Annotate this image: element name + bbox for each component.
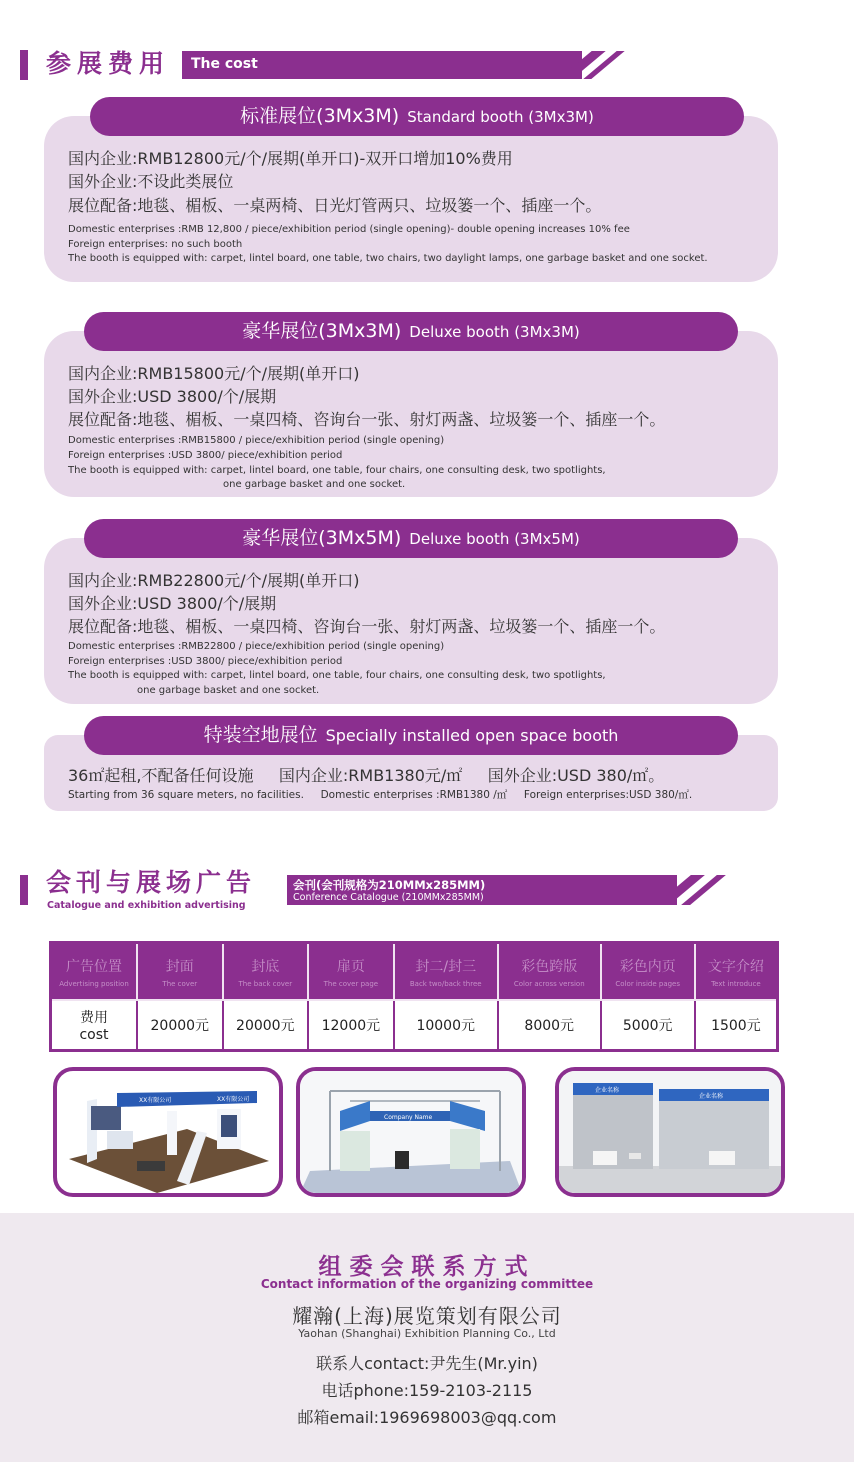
booth-detail: 国外企业:USD 3800/个/展期 — [68, 387, 277, 406]
table-cell: 8000元 — [498, 1000, 601, 1051]
table-header-cell: 封二/封三 Back two/back three — [394, 943, 498, 1001]
booth-detail-en: The booth is equipped with: carpet, lintel board, one table, four chairs, one consulting desk, two spotlights, — [68, 670, 606, 681]
booth-title-zh: 标准展位(3Mx3M) — [240, 105, 400, 127]
booth-photo-shell-scheme — [555, 1067, 785, 1197]
booth-sign-text: 企业名称 — [595, 1087, 620, 1094]
table-header-cell: 彩色内页 Color inside pages — [601, 943, 695, 1001]
booth-illustration — [57, 1071, 279, 1193]
cost-banner-text: The cost — [191, 56, 258, 72]
booth-title-en: Deluxe booth (3Mx5M) — [409, 530, 580, 548]
table-row — [51, 1000, 778, 1051]
contact-title: 组委会联系方式 — [318, 1254, 536, 1280]
booth-detail-en: The booth is equipped with: carpet, lintel board, one table, four chairs, one consulting desk, two spotlights, — [68, 464, 606, 476]
ad-title-en: Catalogue and exhibition advertising — [47, 900, 246, 911]
booth-sign-text: XX有限公司 — [139, 1097, 172, 1104]
booth-detail: 国外企业:USD 3800/个/展期 — [68, 594, 277, 613]
table-cell: 20000元 — [223, 1000, 309, 1051]
ad-banner-en: Conference Catalogue (210MMx285MM) — [293, 892, 484, 903]
booth-detail: 国内企业:RMB12800元/个/展期(单开口)-双开口增加10%费用 — [68, 149, 513, 168]
booth-detail: 国内企业:RMB15800元/个/展期(单开口) — [68, 364, 360, 383]
booth-detail-en: Starting from 36 square meters, no facilities. Domestic enterprises :RMB1380 /㎡ Foreign enterprises:USD 380/㎡. — [68, 789, 693, 801]
ad-banner — [287, 875, 677, 905]
table-cell: 20000元 — [137, 1000, 223, 1051]
booth-detail: 36㎡起租,不配备任何设施 国内企业:RMB1380元/㎡ 国外企业:USD 380/㎡。 — [68, 766, 665, 785]
contact-title-en: Contact information of the organizing committee — [260, 1277, 594, 1291]
booth-detail: 国外企业:不设此类展位 — [68, 172, 234, 191]
booth-detail-en: one garbage basket and one socket. — [137, 685, 320, 696]
booth-detail-en: Foreign enterprises :USD 3800/ piece/exhibition period — [68, 450, 343, 461]
booth-title-pill — [84, 716, 738, 755]
section-marker — [20, 50, 28, 80]
table-cell: 10000元 — [394, 1000, 498, 1051]
booth-title-pill — [84, 519, 738, 558]
booth-detail: 展位配备:地毯、楣板、一桌四椅、咨询台一张、射灯两盏、垃圾篓一个、插座一个。 — [68, 617, 666, 636]
ad-title: 会刊与展场广告 — [46, 868, 257, 897]
booth-sign-text: XX有限公司 — [217, 1096, 250, 1103]
section-marker — [20, 875, 28, 905]
booth-title-en: Deluxe booth (3Mx3M) — [409, 323, 580, 341]
table-header-cell: 文字介绍 Text introduce — [695, 943, 778, 1001]
contact-email[interactable]: 邮箱email:1969698003@qq.com — [297, 1408, 557, 1427]
cost-title: 参展费用 — [46, 49, 171, 78]
booth-detail-en: Domestic enterprises :RMB15800 / piece/exhibition period (single opening) — [68, 435, 445, 446]
booth-detail-en: The booth is equipped with: carpet, lintel board, one table, two chairs, two daylight lamps, one garbage basket and one socket. — [68, 253, 708, 264]
company-name: 耀瀚(上海)展览策划有限公司 — [292, 1304, 562, 1328]
company-name-en: Yaohan (Shanghai) Exhibition Planning Co., Ltd — [298, 1327, 556, 1340]
booth-detail: 国内企业:RMB22800元/个/展期(单开口) — [68, 571, 360, 590]
booth-illustration — [300, 1071, 522, 1193]
booth-title-en: Standard booth (3Mx3M) — [407, 108, 594, 126]
booth-title-zh: 豪华展位(3Mx5M) — [242, 527, 402, 549]
booth-illustration — [559, 1071, 781, 1193]
ad-price-table — [49, 941, 779, 1052]
ad-banner-zh: 会刊(会刊规格为210MMx285MM) — [293, 878, 486, 892]
booth-title-en: Specially installed open space booth — [325, 726, 619, 745]
booth-title-zh: 特装空地展位 — [203, 724, 318, 746]
table-header-cell: 封面 The cover — [137, 943, 223, 1001]
table-header-cell: 广告位置 Advertising position — [51, 943, 138, 1001]
booth-detail-en: Domestic enterprises :RMB22800 / piece/exhibition period (single opening) — [68, 641, 445, 652]
booth-detail: 展位配备:地毯、楣板、一桌两椅、日光灯管两只、垃圾篓一个、插座一个。 — [68, 196, 602, 215]
table-header-cell: 彩色跨版 Color across version — [498, 943, 601, 1001]
contact-phone: 电话phone:159-2103-2115 — [321, 1381, 533, 1400]
booth-title-pill — [84, 312, 738, 351]
booth-detail-en: Foreign enterprises :USD 3800/ piece/exhibition period — [68, 655, 343, 667]
booth-sign-text: Company Name — [384, 1114, 433, 1121]
table-header-cell: 扉页 The cover page — [308, 943, 394, 1001]
table-row-label: 费用 cost — [51, 1000, 138, 1051]
table-header-cell: 封底 The back cover — [223, 943, 309, 1001]
contact-person: 联系人contact:尹先生(Mr.yin) — [316, 1354, 538, 1373]
table-cell: 1500元 — [695, 1000, 778, 1051]
booth-detail-en: Domestic enterprises :RMB 12,800 / piece/exhibition period (single opening)- double opening increases 10% fee — [68, 224, 630, 235]
booth-detail-en: one garbage basket and one socket. — [223, 479, 406, 490]
booth-sign-text: 企业名称 — [699, 1093, 724, 1100]
cost-banner — [182, 51, 582, 79]
booth-detail: 展位配备:地毯、楣板、一桌四椅、咨询台一张、射灯两盏、垃圾篓一个、插座一个。 — [68, 410, 666, 429]
table-header-row — [51, 943, 778, 1001]
booth-photo-truss — [296, 1067, 526, 1197]
booth-photo-custom — [53, 1067, 283, 1197]
booth-title-pill — [90, 97, 744, 136]
table-cell: 12000元 — [308, 1000, 394, 1051]
booth-detail-en: Foreign enterprises: no such booth — [68, 238, 243, 250]
table-cell: 5000元 — [601, 1000, 695, 1051]
booth-title-zh: 豪华展位(3Mx3M) — [242, 320, 402, 342]
